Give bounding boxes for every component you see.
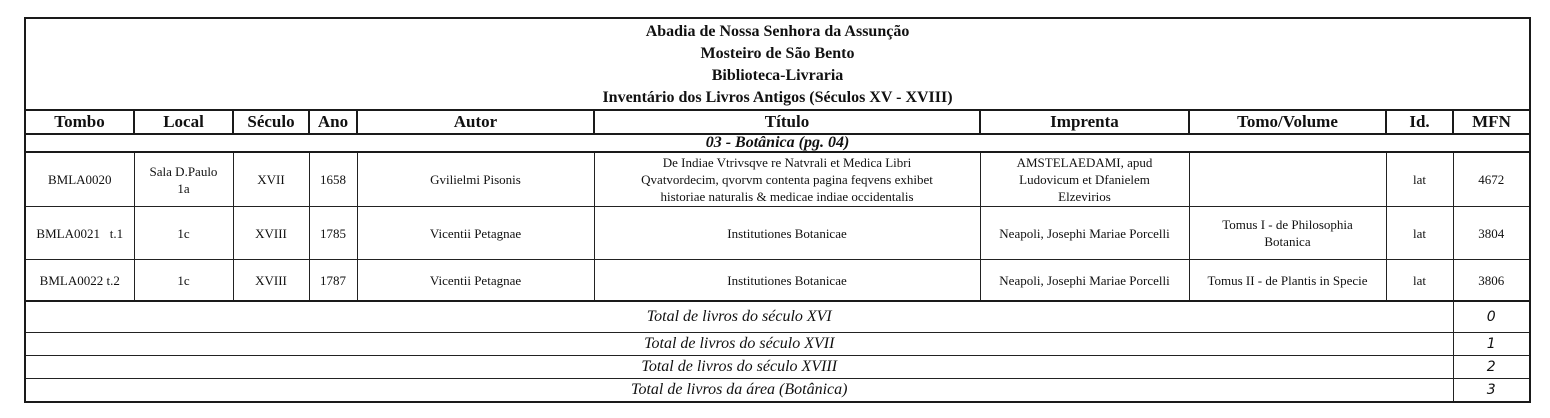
title-block [25, 18, 1530, 110]
cell-autor: Vicentii Petagnae [357, 260, 594, 302]
total-label: Total de livros do século XVII [25, 333, 1453, 356]
cell-imprenta-line: Ludovicum et Dfanielem [1019, 172, 1150, 187]
col-header-imprenta: Imprenta [980, 110, 1189, 134]
cell-local-line: Sala D.Paulo [149, 163, 218, 179]
total-value: 1 [1453, 333, 1530, 356]
cell-imprenta-line: AMSTELAEDAMI, apud [1016, 155, 1153, 170]
table-row [25, 152, 1530, 207]
cell-local-line: 1a [177, 180, 190, 196]
cell-tombo: BMLA0021 t.1 [25, 207, 134, 260]
column-header-row [25, 110, 1530, 134]
cell-seculo: XVIII [233, 260, 309, 302]
total-label: Total de livros da área (Botânica) [25, 379, 1453, 403]
cell-autor: Vicentii Petagnae [357, 207, 594, 260]
cell-titulo-line: De Indiae Vtrivsqve re Natvrali et Medica Libri [662, 155, 912, 170]
cell-autor: Gvilielmi Pisonis [357, 152, 594, 207]
total-row-xvi [25, 301, 1530, 333]
col-header-titulo: Título [594, 110, 980, 134]
cell-mfn: 3806 [1453, 260, 1530, 302]
title-block-row [25, 18, 1530, 110]
total-label: Total de livros do século XVIII [25, 356, 1453, 379]
cell-tomo-line: Tomus I - de Philosophia [1222, 217, 1353, 232]
cell-id: lat [1386, 207, 1453, 260]
section-row [25, 134, 1530, 152]
table-row [25, 207, 1530, 260]
table-row [25, 260, 1530, 302]
cell-imprenta [980, 152, 1189, 207]
total-label: Total de livros do século XVI [25, 301, 1453, 333]
total-value: 2 [1453, 356, 1530, 379]
total-value: 3 [1453, 379, 1530, 403]
cell-tomo-line: Botanica [1264, 234, 1311, 249]
col-header-local: Local [134, 110, 233, 134]
inventory-table [24, 17, 1531, 403]
col-header-autor: Autor [357, 110, 594, 134]
cell-ano: 1787 [309, 260, 357, 302]
col-header-seculo: Século [233, 110, 309, 134]
col-header-mfn: MFN [1453, 110, 1530, 134]
cell-ano: 1785 [309, 207, 357, 260]
cell-tomo [1189, 207, 1386, 260]
title-inventory: Inventário dos Livros Antigos (Séculos XV - XVIII) [602, 89, 953, 106]
cell-tombo: BMLA0022 t.2 [25, 260, 134, 302]
cell-imprenta: Neapoli, Josephi Mariae Porcelli [980, 260, 1189, 302]
cell-id: lat [1386, 152, 1453, 207]
cell-titulo: Institutiones Botanicae [594, 260, 980, 302]
cell-imprenta-line: Elzevirios [1058, 189, 1111, 204]
cell-mfn: 3804 [1453, 207, 1530, 260]
cell-titulo-line: Qvatvordecim, qvorvm contenta pagina feqvens exhibet [641, 172, 933, 187]
title-monastery: Mosteiro de São Bento [700, 45, 855, 62]
cell-local: 1c [134, 260, 233, 302]
total-row-xvii [25, 333, 1530, 356]
cell-titulo: Institutiones Botanicae [594, 207, 980, 260]
cell-imprenta: Neapoli, Josephi Mariae Porcelli [980, 207, 1189, 260]
title-library: Biblioteca-Livraria [711, 67, 844, 84]
title-abbey: Abadia de Nossa Senhora da Assunção [645, 23, 910, 40]
col-header-ano: Ano [309, 110, 357, 134]
cell-id: lat [1386, 260, 1453, 302]
cell-local: 1c [134, 207, 233, 260]
cell-titulo-line: historiae naturalis & medicae indiae occidentalis [660, 189, 914, 204]
cell-seculo: XVIII [233, 207, 309, 260]
cell-tomo: Tomus II - de Plantis in Specie [1189, 260, 1386, 302]
cell-tomo [1189, 152, 1386, 207]
total-row-xviii [25, 356, 1530, 379]
col-header-tombo: Tombo [25, 110, 134, 134]
cell-seculo: XVII [233, 152, 309, 207]
cell-ano: 1658 [309, 152, 357, 207]
cell-titulo [594, 152, 980, 207]
cell-mfn: 4672 [1453, 152, 1530, 207]
cell-tombo: BMLA0020 [25, 152, 134, 207]
col-header-id: Id. [1386, 110, 1453, 134]
total-value: 0 [1453, 301, 1530, 333]
cell-local [134, 152, 233, 207]
total-row-area [25, 379, 1530, 403]
col-header-tomo-volume: Tomo/Volume [1189, 110, 1386, 134]
section-title: 03 - Botânica (pg. 04) [25, 134, 1530, 152]
